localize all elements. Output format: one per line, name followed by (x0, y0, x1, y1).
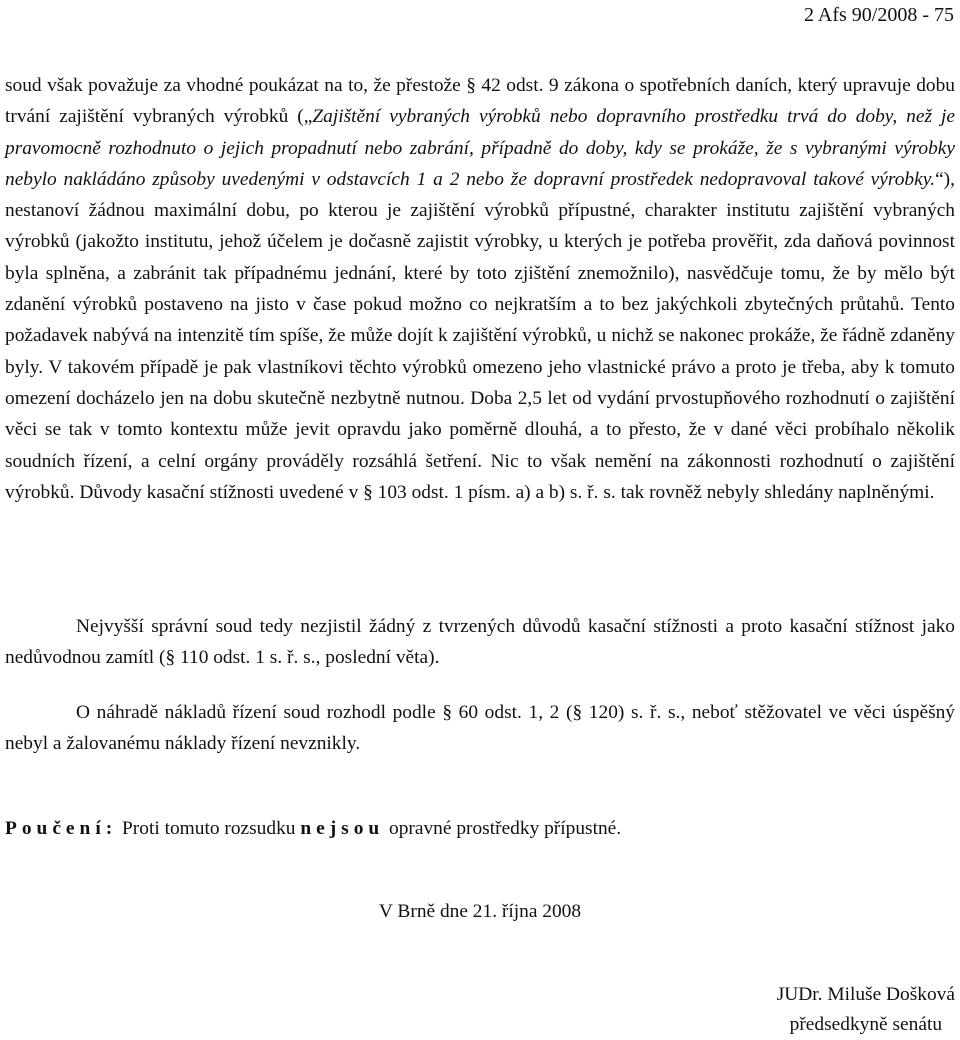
paragraph-dismissal: Nejvyšší správní soud tedy nezjistil žádný z tvrzených důvodů kasační stížnosti a proto kasační stížnost jako nedůvodnou zamítl (§ 110 odst. 1 s. ř. s., poslední věta). (5, 616, 955, 669)
instruction-text: Proti tomuto rozsudku (117, 818, 301, 839)
place-and-date: V Brně dne 21. října 2008 (378, 901, 582, 922)
paragraph-text: soud však považuje za vhodné poukázat na to, že přestože § 42 odst. 9 zákona o spotřebních daních, který upravuje dobu trvání zajištění vybraných výrobků („ (5, 75, 955, 128)
paragraph-costs: O náhradě nákladů řízení soud rozhodl podle § 60 odst. 1, 2 (§ 120) s. ř. s., neboť stěžovatel ve věci úspěšný nebyl a žalovanému náklady řízení nevznikly. (5, 702, 955, 755)
quoted-statute-text: Zajištění vybraných výrobků nebo dopravního prostředku trvá do doby, než je pravomocně rozhodnuto o jejich propadnutí nebo zabrání, případně do doby, kdy se prokáže, že s vybranými výrobky nebylo nakládáno způsoby uvedenými v odstavcích 1 a 2 nebo že dopravní prostředek nedopravoval takové výrobky. (5, 106, 955, 190)
instruction-label: Poučení: (5, 818, 118, 839)
signatory-name: JUDr. Miluše Došková (776, 984, 955, 1005)
paragraph-text: “), nestanoví žádnou maximální dobu, po kterou je zajištění výrobků přípustné, charakter institutu zajištění vybraných výrobků (jakožto institutu, jehož účelem je dočasně zajistit výrobky, u kterých je potřeba prověřit, zda daňová povinnost byla splněna, a zabránit tak případnému jednání, které by toto zjištění znemožnilo), nasvědčuje tomu, že by mělo být zdanění výrobků postaveno na jisto v čase pokud možno co nejkratším a to bez jakýchkoli zbytečných průtahů. Tento požadavek nabývá na intenzitě tím spíše, že může dojít k zajištění výrobků, u nichž se nakonec prokáže, že řádně zdaněny byly. V takovém případě je pak vlastníkovi těchto výrobků omezeno jeho vlastnické právo a proto je třeba, aby k tomuto omezení docházelo jen na dobu skutečně nezbytně nutnou. Doba 2,5 let od vydání prvostupňového rozhodnutí o zajištění věci se tak v tomto kontextu může jevit opravdu jako poměrně dlouhá, a to přesto, že v dané věci probíhalo několik soudních řízení, a celní orgány prováděly rozsáhlá šetření. Nic to však nemění na zákonnosti rozhodnutí o zajištění výrobků. Důvody kasační stížnosti uvedené v § 103 odst. 1 písm. a) a b) s. ř. s. tak rovněž nebyly shledány naplněnými. (5, 168, 955, 503)
case-reference: 2 Afs 90/2008 - 75 (804, 4, 954, 26)
signatory-role: předsedkyně senátu (789, 1014, 943, 1035)
signature-block (777, 980, 955, 1040)
instruction-emphasis: nejsou (300, 818, 385, 839)
paragraph-instruction (5, 813, 955, 844)
instruction-text: opravné prostředky přípustné. (384, 818, 622, 839)
paragraph-reasoning (5, 70, 955, 508)
